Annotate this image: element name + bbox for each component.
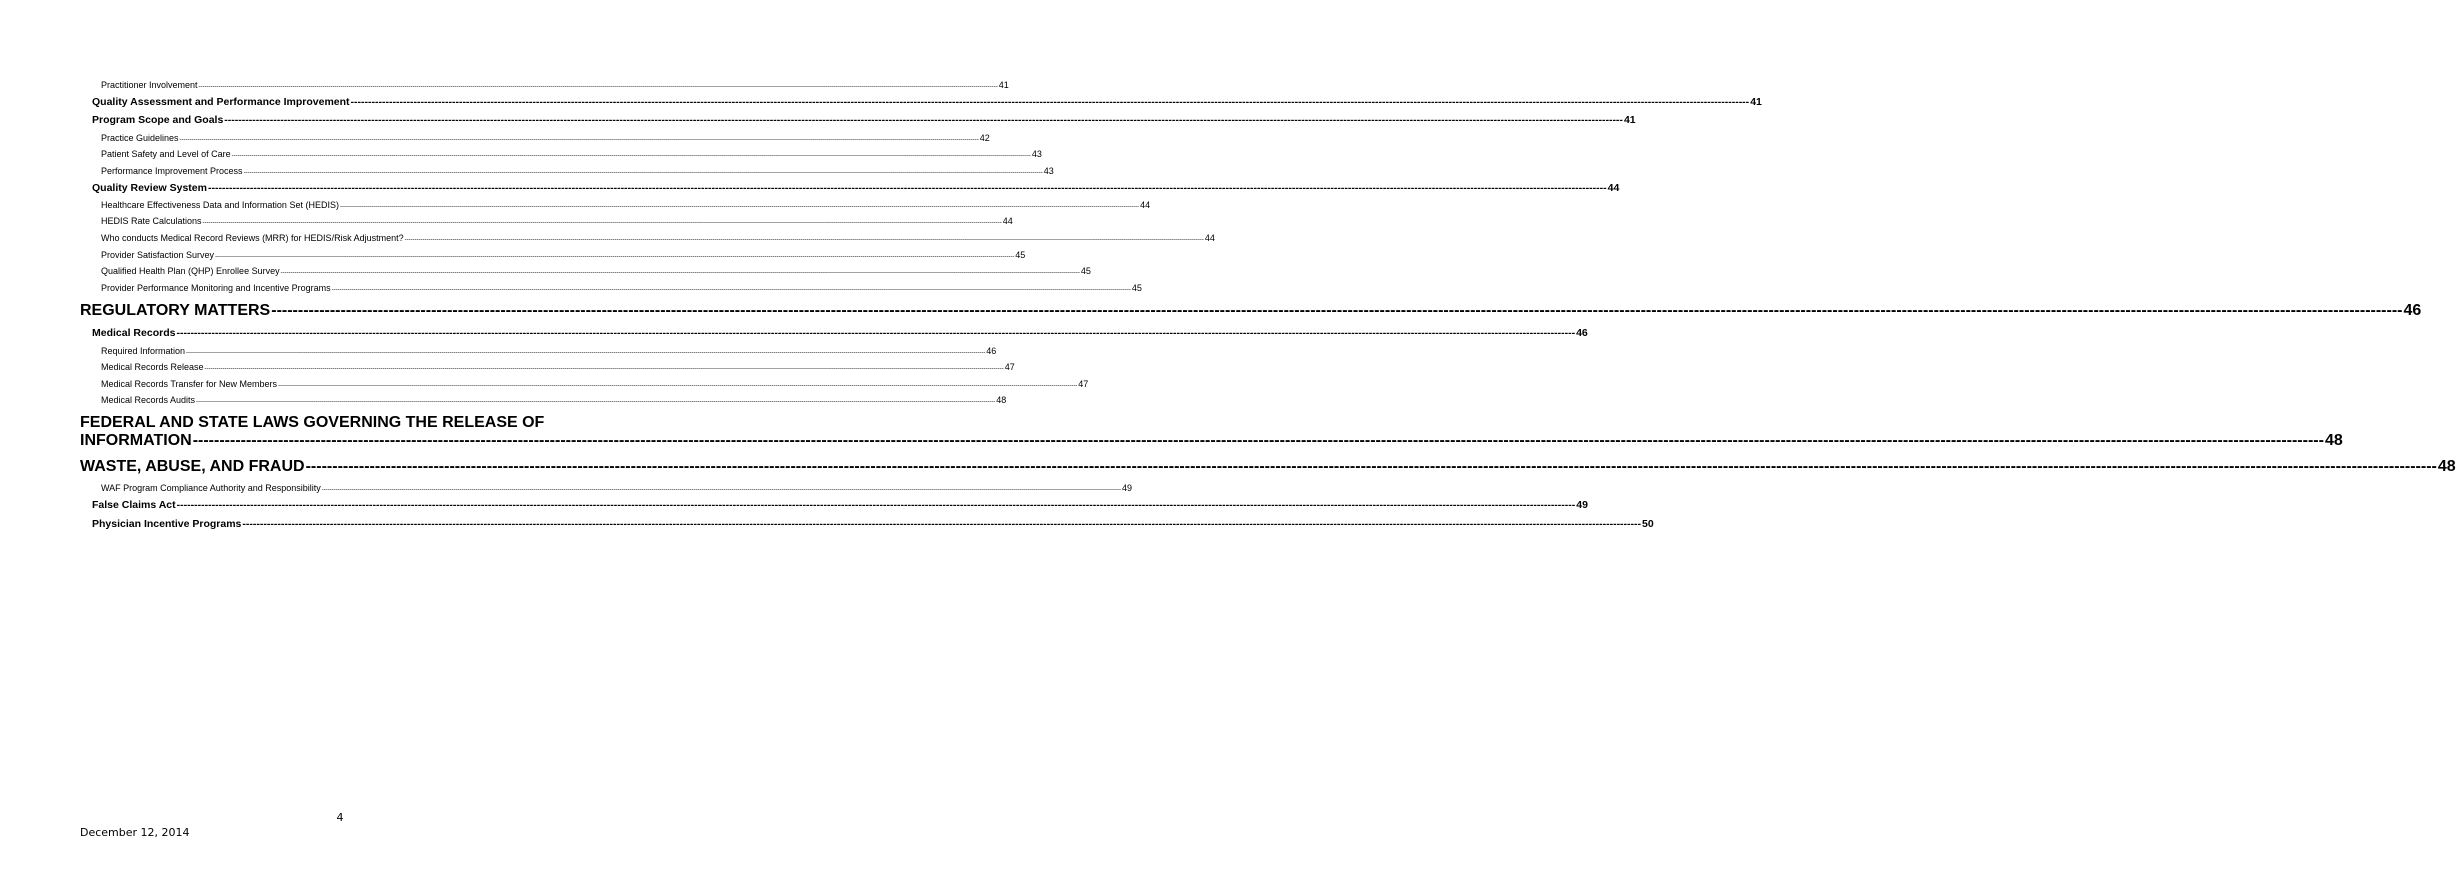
toc-leader: ---------------------------------------------------------------------------------------------------------------------------------------------------------------------------------------------------------------------------------------------------------------------------------------------------------------------------------------------------------------------------------------------------------------- xyxy=(404,237,1204,243)
toc-entry-title: Quality Review System xyxy=(92,182,207,194)
toc-entry-title: Healthcare Effectiveness Data and Information Set (HEDIS) xyxy=(101,200,339,210)
toc-entry-page: 47 xyxy=(1004,362,1015,372)
toc-leader: ---------------------------------------------------------------------------------------------------------------------------------------------------------------------------------------------------------------------------------------------------------------------------------------------------------------------------------------------------------------------------------------------------------------- xyxy=(186,350,986,356)
toc-entry-title: Quality Assessment and Performance Improvement xyxy=(92,96,350,108)
toc-leader: ---------------------------------------------------------------------------------------------------------------------------------------------------------------------------------------------------------------------------------------------------------------------------------------------------------------------------------------------------------------------------------------------------------------- xyxy=(350,96,1750,108)
toc-entry[interactable] xyxy=(80,133,990,143)
footer-date: December 12, 2014 xyxy=(80,826,190,839)
toc-entry[interactable] xyxy=(80,114,1636,126)
toc-leader: ---------------------------------------------------------------------------------------------------------------------------------------------------------------------------------------------------------------------------------------------------------------------------------------------------------------------------------------------------------------------------------------------------------------- xyxy=(196,399,996,405)
toc-entry-title: Practice Guidelines xyxy=(101,133,179,143)
toc-entry[interactable] xyxy=(80,233,1215,243)
toc-leader: ---------------------------------------------------------------------------------------------------------------------------------------------------------------------------------------------------------------------------------------------------------------------------------------------------------------------------------------------------------------------------------------------------------------- xyxy=(305,458,2437,475)
toc-entry-page: 49 xyxy=(1121,483,1132,493)
toc-entry[interactable] xyxy=(80,266,1091,276)
toc-leader: ---------------------------------------------------------------------------------------------------------------------------------------------------------------------------------------------------------------------------------------------------------------------------------------------------------------------------------------------------------------------------------------------------------------- xyxy=(321,487,1121,493)
toc-entry-page: 47 xyxy=(1078,379,1089,389)
toc-entry-title: WAF Program Compliance Authority and Responsibility xyxy=(101,483,321,493)
toc-entry-title: Medical Records xyxy=(92,327,176,339)
toc-leader: ---------------------------------------------------------------------------------------------------------------------------------------------------------------------------------------------------------------------------------------------------------------------------------------------------------------------------------------------------------------------------------------------------------------- xyxy=(176,499,1576,511)
toc-entry-title: Medical Records Transfer for New Members xyxy=(101,379,278,389)
toc-entry[interactable] xyxy=(80,283,1142,293)
toc-entry-page: 45 xyxy=(1015,250,1026,260)
toc-entry-page: 44 xyxy=(1140,200,1151,210)
toc-leader: ---------------------------------------------------------------------------------------------------------------------------------------------------------------------------------------------------------------------------------------------------------------------------------------------------------------------------------------------------------------------------------------------------------------- xyxy=(204,366,1004,372)
toc-entry[interactable] xyxy=(80,518,1654,530)
toc-entry[interactable] xyxy=(80,166,1054,176)
toc-entry[interactable] xyxy=(80,200,1151,210)
toc-entry[interactable] xyxy=(80,96,1762,108)
toc-entry-page: 41 xyxy=(998,80,1009,90)
toc-leader: ---------------------------------------------------------------------------------------------------------------------------------------------------------------------------------------------------------------------------------------------------------------------------------------------------------------------------------------------------------------------------------------------------------------- xyxy=(215,254,1015,260)
toc-entry[interactable] xyxy=(80,302,2422,320)
toc-entry-title: Qualified Health Plan (QHP) Enrollee Survey xyxy=(101,266,280,276)
toc-leader: ---------------------------------------------------------------------------------------------------------------------------------------------------------------------------------------------------------------------------------------------------------------------------------------------------------------------------------------------------------------------------------------------------------------- xyxy=(231,153,1031,159)
toc-entry-page: 42 xyxy=(979,133,990,143)
toc-entry-page: 49 xyxy=(1576,499,1588,511)
toc-entry-page: 44 xyxy=(1002,216,1013,226)
toc-entry-page: 48 xyxy=(996,395,1007,405)
toc-entry[interactable] xyxy=(80,432,2343,450)
toc-leader: ---------------------------------------------------------------------------------------------------------------------------------------------------------------------------------------------------------------------------------------------------------------------------------------------------------------------------------------------------------------------------------------------------------------- xyxy=(243,170,1043,176)
toc-leader: ---------------------------------------------------------------------------------------------------------------------------------------------------------------------------------------------------------------------------------------------------------------------------------------------------------------------------------------------------------------------------------------------------------------- xyxy=(207,182,1607,194)
toc-entry[interactable] xyxy=(80,182,1620,194)
toc-entry-page: 43 xyxy=(1031,149,1042,159)
toc-entry-title: Provider Satisfaction Survey xyxy=(101,250,215,260)
toc-leader: ---------------------------------------------------------------------------------------------------------------------------------------------------------------------------------------------------------------------------------------------------------------------------------------------------------------------------------------------------------------------------------------------------------------- xyxy=(192,432,2324,449)
toc-entry-title: Physician Incentive Programs xyxy=(92,518,242,530)
toc-entry[interactable] xyxy=(80,395,1007,405)
toc-leader: ---------------------------------------------------------------------------------------------------------------------------------------------------------------------------------------------------------------------------------------------------------------------------------------------------------------------------------------------------------------------------------------------------------------- xyxy=(280,270,1080,276)
toc-entry-page: 46 xyxy=(1576,327,1588,339)
toc-entry[interactable] xyxy=(80,362,1015,372)
toc-entry[interactable] xyxy=(80,483,1132,493)
toc-entry[interactable] xyxy=(80,149,1042,159)
toc-entry-title: Medical Records Release xyxy=(101,362,204,372)
toc-leader: ---------------------------------------------------------------------------------------------------------------------------------------------------------------------------------------------------------------------------------------------------------------------------------------------------------------------------------------------------------------------------------------------------------------- xyxy=(339,204,1140,210)
toc-entry[interactable] xyxy=(80,216,1013,226)
toc-entry-page: 43 xyxy=(1043,166,1054,176)
toc-entry[interactable] xyxy=(80,458,2456,476)
toc-leader: ---------------------------------------------------------------------------------------------------------------------------------------------------------------------------------------------------------------------------------------------------------------------------------------------------------------------------------------------------------------------------------------------------------------- xyxy=(202,220,1002,226)
toc-entry[interactable] xyxy=(80,327,1588,339)
toc-entry-title: HEDIS Rate Calculations xyxy=(101,216,202,226)
toc-entry-title: Medical Records Audits xyxy=(101,395,196,405)
toc-leader: ---------------------------------------------------------------------------------------------------------------------------------------------------------------------------------------------------------------------------------------------------------------------------------------------------------------------------------------------------------------------------------------------------------------- xyxy=(271,302,2403,319)
toc-entry-title: Performance Improvement Process xyxy=(101,166,243,176)
toc-entry-title: Who conducts Medical Record Reviews (MRR) for HEDIS/Risk Adjustment? xyxy=(101,233,404,243)
toc-entry[interactable] xyxy=(80,250,1026,260)
toc-entry-page: 50 xyxy=(1642,518,1654,530)
toc-entry-title: Patient Safety and Level of Care xyxy=(101,149,231,159)
toc-entry-title: INFORMATION xyxy=(80,432,192,449)
toc-entry-title: Practitioner Involvement xyxy=(101,80,198,90)
toc-leader: ---------------------------------------------------------------------------------------------------------------------------------------------------------------------------------------------------------------------------------------------------------------------------------------------------------------------------------------------------------------------------------------------------------------- xyxy=(198,84,998,90)
toc-entry[interactable] xyxy=(80,80,1009,90)
toc-entry-page: 46 xyxy=(986,346,997,356)
toc-entry-title: False Claims Act xyxy=(92,499,176,511)
toc-entry-page: 48 xyxy=(2437,458,2456,475)
toc-entry-title-line1: FEDERAL AND STATE LAWS GOVERNING THE RELEASE OF xyxy=(80,414,545,431)
toc-leader: ---------------------------------------------------------------------------------------------------------------------------------------------------------------------------------------------------------------------------------------------------------------------------------------------------------------------------------------------------------------------------------------------------------------- xyxy=(179,137,979,143)
toc-entry-title: Provider Performance Monitoring and Incentive Programs xyxy=(101,283,331,293)
toc-entry-page: 41 xyxy=(1623,114,1636,126)
toc-entry[interactable] xyxy=(80,379,1089,389)
toc-entry-title: REGULATORY MATTERS xyxy=(80,302,271,319)
toc-leader: ---------------------------------------------------------------------------------------------------------------------------------------------------------------------------------------------------------------------------------------------------------------------------------------------------------------------------------------------------------------------------------------------------------------- xyxy=(242,518,1642,530)
toc-entry[interactable] xyxy=(80,499,1588,511)
toc-leader: ---------------------------------------------------------------------------------------------------------------------------------------------------------------------------------------------------------------------------------------------------------------------------------------------------------------------------------------------------------------------------------------------------------------- xyxy=(331,287,1131,293)
toc-leader: ---------------------------------------------------------------------------------------------------------------------------------------------------------------------------------------------------------------------------------------------------------------------------------------------------------------------------------------------------------------------------------------------------------------- xyxy=(278,383,1078,389)
toc-entry-page: 44 xyxy=(1607,182,1620,194)
toc-entry-page: 44 xyxy=(1204,233,1215,243)
toc-leader: ---------------------------------------------------------------------------------------------------------------------------------------------------------------------------------------------------------------------------------------------------------------------------------------------------------------------------------------------------------------------------------------------------------------- xyxy=(224,114,1623,126)
toc-entry-title: Required Information xyxy=(101,346,186,356)
toc-entry[interactable] xyxy=(80,346,997,356)
toc-entry-page: 46 xyxy=(2403,302,2422,319)
toc-entry-page: 41 xyxy=(1750,96,1762,108)
toc-entry-page: 48 xyxy=(2324,432,2343,449)
toc-leader: ---------------------------------------------------------------------------------------------------------------------------------------------------------------------------------------------------------------------------------------------------------------------------------------------------------------------------------------------------------------------------------------------------------------- xyxy=(176,327,1576,339)
toc-entry-title: WASTE, ABUSE, AND FRAUD xyxy=(80,458,305,475)
page-number: 4 xyxy=(336,811,344,824)
toc-entry-page: 45 xyxy=(1080,266,1091,276)
toc-entry-title: Program Scope and Goals xyxy=(92,114,224,126)
toc-entry-page: 45 xyxy=(1131,283,1142,293)
